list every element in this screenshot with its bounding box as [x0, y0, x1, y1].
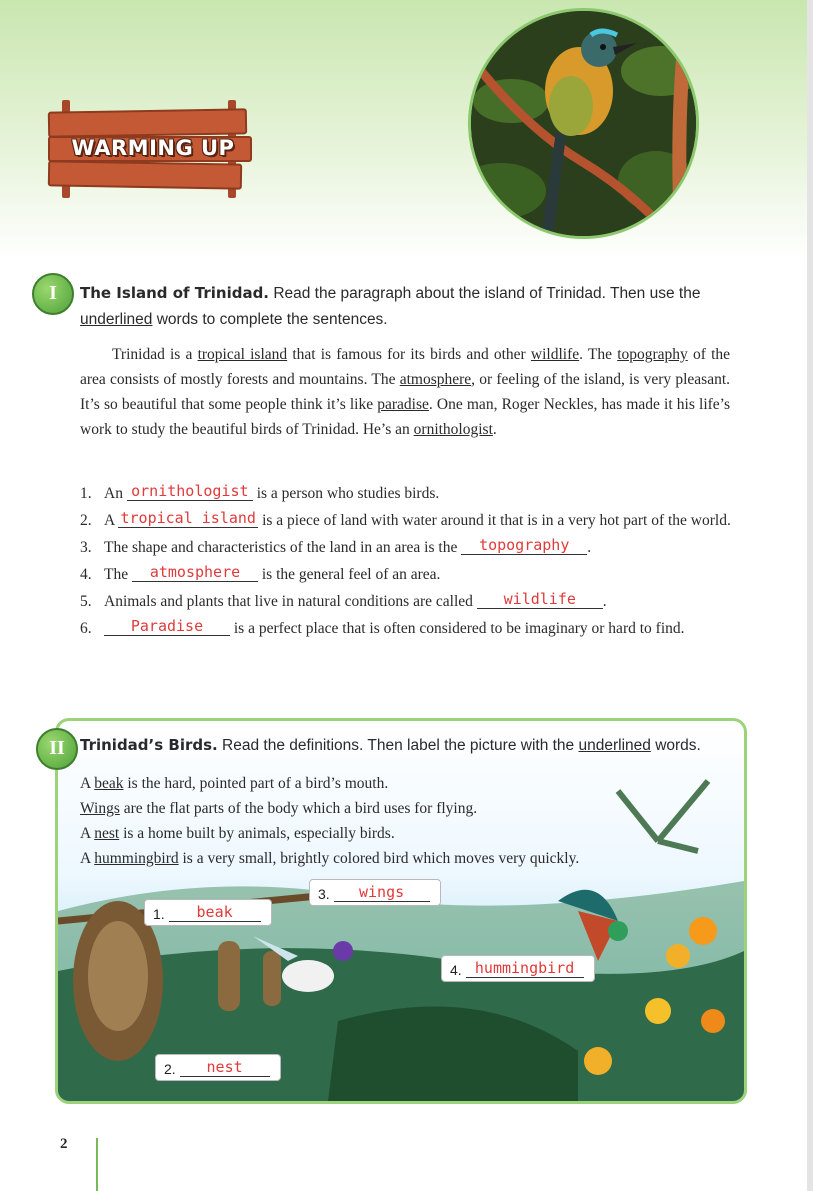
- vocab-word: nest: [94, 825, 120, 842]
- question-text: is a person who studies birds.: [252, 485, 440, 502]
- paragraph-text: that is famous for its birds and other: [287, 346, 531, 363]
- definition-item: [80, 846, 579, 871]
- answer-blank[interactable]: wings: [334, 883, 430, 902]
- question-item: [80, 507, 740, 534]
- question-number: 4.: [80, 566, 92, 583]
- definitions-list: [80, 771, 579, 871]
- question-item: [80, 588, 740, 615]
- question-text: is a perfect place that is often considered to be imaginary or hard to find.: [230, 620, 685, 637]
- answer-blank[interactable]: topography: [461, 536, 587, 555]
- definition-text: A: [80, 775, 95, 792]
- instruction-underlined: underlined: [80, 311, 153, 328]
- answer-blank[interactable]: tropical island: [118, 509, 258, 528]
- question-list: [80, 480, 740, 642]
- vocab-word: atmosphere: [399, 371, 472, 388]
- answer-blank[interactable]: ornithologist: [127, 482, 253, 501]
- question-item: [80, 561, 740, 588]
- section2-title: Trinidad’s Birds.: [80, 736, 218, 754]
- instruction-text: Read the paragraph about the island of Trinidad. Then use the: [269, 285, 701, 302]
- motmot-bird-photo: [468, 8, 699, 239]
- page-rule: [96, 1138, 98, 1191]
- question-text: The shape and characteristics of the land in an area is the: [104, 539, 462, 556]
- definition-text: A: [80, 825, 95, 842]
- picture-label-wings: [309, 879, 441, 906]
- instruction-text: words.: [650, 737, 701, 754]
- section-badge-1: I: [32, 273, 74, 315]
- question-number: 2.: [80, 512, 92, 529]
- question-text: .: [602, 593, 607, 610]
- question-number: 6.: [80, 620, 92, 637]
- label-number: 1.: [153, 906, 165, 922]
- question-item: [80, 480, 740, 507]
- instruction-text: words to complete the sentences.: [152, 311, 388, 328]
- question-number: 3.: [80, 539, 92, 556]
- vocab-word: beak: [94, 775, 124, 792]
- question-text: .: [587, 539, 592, 556]
- sign-plank: [48, 160, 242, 189]
- question-item: [80, 534, 740, 561]
- instruction-text: Read the definitions. Then label the picture with the: [217, 737, 579, 754]
- section-heading: WARMING UP: [71, 136, 235, 160]
- picture-label-nest: [155, 1054, 281, 1081]
- vocab-word: ornithologist: [413, 421, 493, 438]
- definition-text: are the flat parts of the body which a bird uses for flying.: [119, 800, 478, 817]
- label-number: 4.: [450, 962, 462, 978]
- vocab-word: paradise: [377, 396, 429, 413]
- section1-instructions: [80, 280, 740, 333]
- question-text: The: [104, 566, 132, 583]
- answer-blank[interactable]: hummingbird: [466, 959, 584, 978]
- page-number: 2: [60, 1136, 68, 1152]
- answer-blank[interactable]: Paradise: [104, 617, 230, 636]
- vocab-word: topography: [617, 346, 688, 363]
- vocab-word: tropical island: [197, 346, 288, 363]
- paragraph-text: , or feeling of the island, is very pleasant. It’s so beautiful that some people think it’s like: [80, 371, 731, 413]
- definition-text: A: [80, 850, 95, 867]
- section2-instructions: [80, 732, 730, 759]
- sign-plank: [48, 108, 247, 137]
- instruction-underlined: underlined: [578, 737, 651, 754]
- answer-blank[interactable]: wildlife: [477, 590, 603, 609]
- answer-blank[interactable]: nest: [180, 1058, 270, 1077]
- question-item: [80, 615, 740, 642]
- question-number: 5.: [80, 593, 92, 610]
- page-edge: [807, 0, 813, 1191]
- paragraph-text: of the area consists of mostly forests and mountains. The: [80, 346, 731, 388]
- section1-title: The Island of Trinidad.: [80, 284, 270, 302]
- definition-item: [80, 771, 579, 796]
- question-number: 1.: [80, 485, 92, 502]
- definition-item: [80, 796, 579, 821]
- question-text: Animals and plants that live in natural conditions are called: [104, 593, 477, 610]
- picture-label-hummingbird: [441, 955, 595, 982]
- definition-text: is a very small, brightly colored bird which moves very quickly.: [178, 850, 580, 867]
- bird-illustration: [471, 11, 696, 236]
- picture-label-beak: [144, 899, 272, 926]
- definition-text: is the hard, pointed part of a bird’s mouth.: [123, 775, 389, 792]
- answer-blank[interactable]: atmosphere: [132, 563, 258, 582]
- paragraph-text: .: [492, 421, 497, 438]
- question-text: An: [104, 485, 127, 502]
- vocab-word: hummingbird: [94, 850, 179, 867]
- warming-up-sign: [48, 100, 253, 200]
- label-number: 2.: [164, 1061, 176, 1077]
- answer-blank[interactable]: beak: [169, 903, 261, 922]
- trinidad-paragraph: [80, 342, 730, 442]
- paragraph-text: Trinidad is a: [112, 346, 198, 363]
- question-text: A: [104, 512, 119, 529]
- paragraph-text: . One man, Roger Neckles, has made it his life’s work to study the beautiful birds of Trinidad. He’s an: [80, 396, 731, 438]
- question-text: is a piece of land with water around it that is in a very hot part of the world.: [258, 512, 731, 529]
- definition-item: [80, 821, 579, 846]
- paragraph-text: . The: [579, 346, 618, 363]
- section-badge-2: II: [36, 728, 78, 770]
- vocab-word: Wings: [80, 800, 120, 817]
- label-number: 3.: [318, 886, 330, 902]
- question-text: is the general feel of an area.: [257, 566, 441, 583]
- definition-text: is a home built by animals, especially birds.: [119, 825, 395, 842]
- vocab-word: wildlife: [530, 346, 580, 363]
